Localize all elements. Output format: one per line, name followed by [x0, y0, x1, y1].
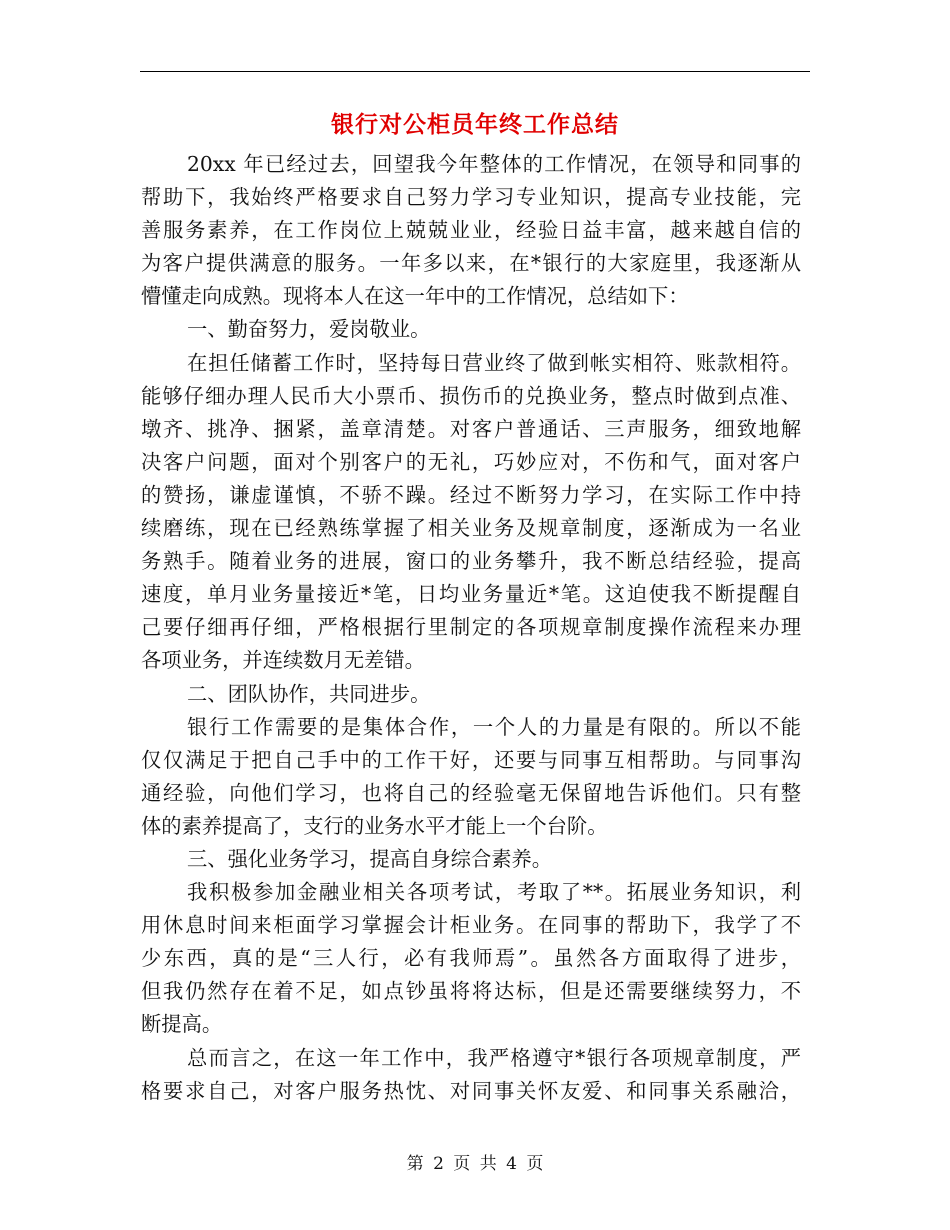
body-line: 在担任储蓄工作时，坚持每日营业终了做到帐实相符、账款相符。	[187, 350, 801, 375]
body-line: 仅仅满足于把自己手中的工作干好，还要与同事互相帮助。与同事沟	[141, 747, 801, 772]
section-heading: 三、强化业务学习，提高自身综合素养。	[187, 846, 553, 871]
body-line: 为客户提供满意的服务。一年多以来，在*银行的大家庭里，我逐渐从	[141, 251, 801, 276]
body-line: 的赞扬，谦虚谨慎，不骄不躁。经过不断努力学习，在实际工作中持	[141, 482, 801, 507]
body-line: 总而言之，在这一年工作中，我严格遵守*银行各项规章制度，严	[187, 1045, 801, 1070]
body-line: 体的素养提高了，支行的业务水平才能上一个台阶。	[141, 813, 608, 838]
body-line: 用休息时间来柜面学习掌握会计柜业务。在同事的帮助下，我学了不	[141, 913, 801, 938]
body-line: 善服务素养，在工作岗位上兢兢业业，经验日益丰富，越来越自信的	[141, 218, 801, 243]
body-line: 己要仔细再仔细，严格根据行里制定的各项规章制度操作流程来办理	[141, 615, 801, 640]
body-line: 各项业务，并连续数月无差错。	[141, 648, 425, 673]
body-line: 帮助下，我始终严格要求自己努力学习专业知识，提高专业技能，完	[141, 185, 801, 210]
body-line: 懵懂走向成熟。现将本人在这一年中的工作情况，总结如下：	[141, 284, 689, 309]
body-line: 20xx 年已经过去，回望我今年整体的工作情况，在领导和同事的	[187, 152, 801, 176]
body-line: 务熟手。随着业务的进展，窗口的业务攀升，我不断总结经验，提高	[141, 549, 801, 574]
body-line: 银行工作需要的是集体合作，一个人的力量是有限的。所以不能	[187, 714, 801, 739]
body-line: 速度，单月业务量接近*笔，日均业务量近*笔。这迫使我不断提醒自	[141, 582, 801, 607]
body-line: 能够仔细办理人民币大小票币、损伤币的兑换业务，整点时做到点准、	[141, 383, 801, 408]
page-footer: 第 2 页 共 4 页	[406, 1154, 544, 1174]
body-line: 少东西，真的是“三人行，必有我师焉”。虽然各方面取得了进步，	[141, 946, 801, 971]
body-line: 通经验，向他们学习，也将自己的经验毫无保留地告诉他们。只有整	[141, 780, 801, 805]
body-line: 我积极参加金融业相关各项考试，考取了**。拓展业务知识，利	[187, 880, 801, 905]
body-line: 续磨练，现在已经熟练掌握了相关业务及规章制度，逐渐成为一名业	[141, 516, 801, 541]
body-line: 决客户问题，面对个别客户的无礼，巧妙应对，不伤和气，面对客户	[141, 449, 801, 474]
document-title: 银行对公柜员年终工作总结	[331, 111, 619, 138]
body-line: 但我仍然存在着不足，如点钞虽将将达标，但是还需要继续努力，不	[141, 979, 801, 1004]
header-rule	[140, 71, 810, 72]
section-heading: 二、团队协作，共同进步。	[187, 681, 431, 706]
document-body	[141, 148, 801, 1108]
section-heading: 一、勤奋努力，爱岗敬业。	[187, 317, 431, 342]
body-line: 墩齐、挑净、捆紧，盖章清楚。对客户普通话、三声服务，细致地解	[141, 416, 801, 441]
body-line: 断提高。	[141, 1012, 223, 1037]
body-line: 格要求自己，对客户服务热忱、对同事关怀友爱、和同事关系融洽，	[141, 1078, 801, 1103]
